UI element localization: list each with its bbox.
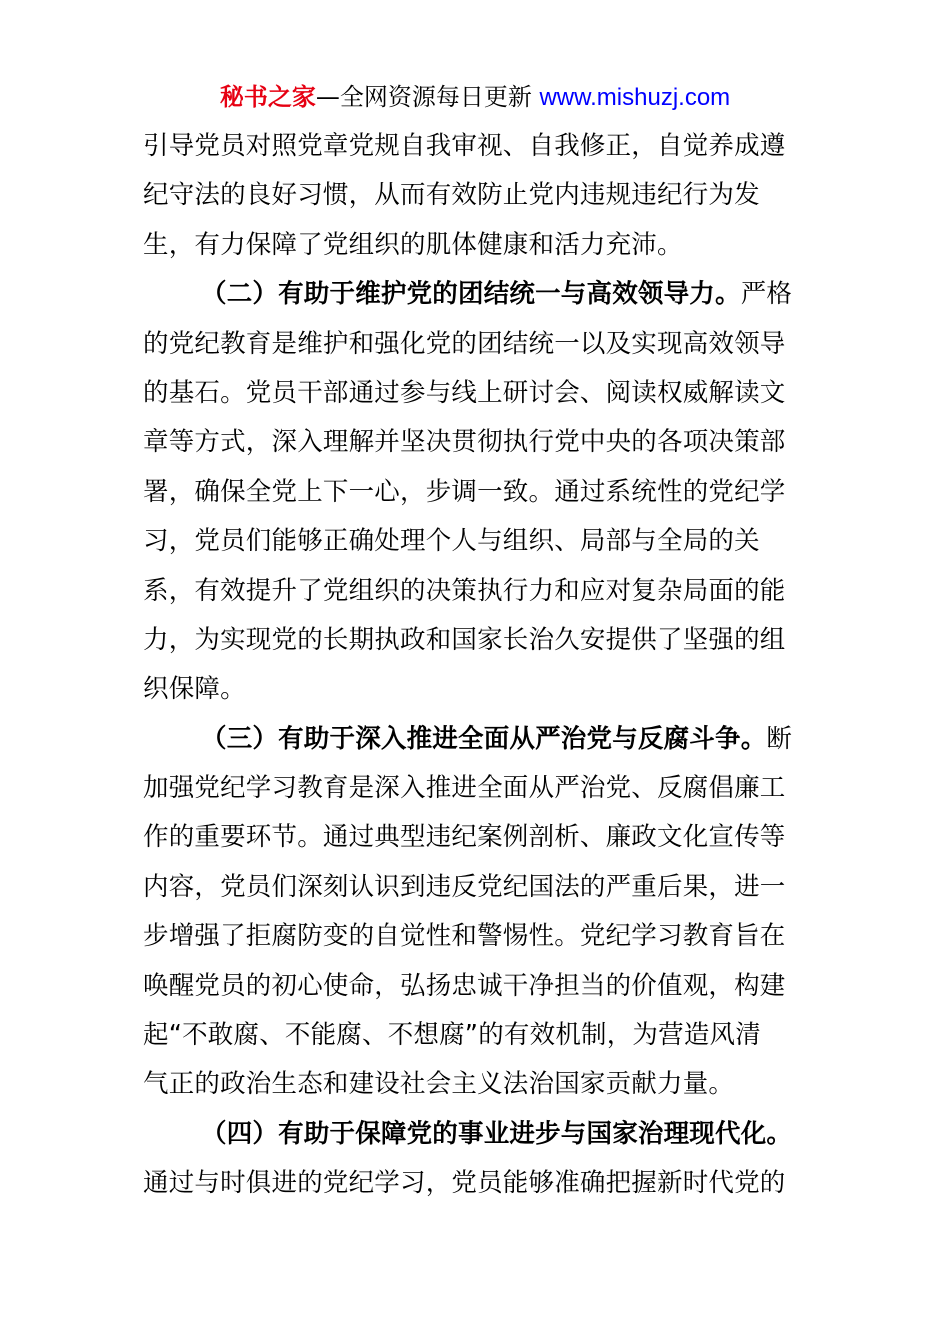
line-text: 内容，党员们深刻认识到违反党纪国法的严重后果，进一 xyxy=(143,871,786,902)
line-text: 起“不敢腐、不能腐、不想腐”的有效机制，为营造风清 xyxy=(143,1020,761,1051)
body-line xyxy=(143,517,807,566)
line-text: 织保障。 xyxy=(143,674,246,705)
section-heading-2: （二）有助于维护党的团结统一与高效领导力。 xyxy=(201,279,741,310)
line-text: 力，为实现党的长期执政和国家长治久安提供了坚强的组 xyxy=(143,624,786,655)
body-line xyxy=(143,1159,807,1208)
line-text: 引导党员对照党章党规自我审视、自我修正，自觉养成遵 xyxy=(143,131,786,161)
line-text: 唤醒党员的初心使命，弘扬忠诚干净担当的价值观，构建 xyxy=(143,970,786,1001)
section-heading-4: （四）有助于保障党的事业进步与国家治理现代化。 xyxy=(201,1118,793,1149)
body-line xyxy=(143,764,807,813)
line-text: 署，确保全党上下一心，步调一致。通过系统性的党纪学 xyxy=(143,476,786,507)
line-text: 步增强了拒腐防变的自觉性和警惕性。党纪学习教育旨在 xyxy=(143,921,786,952)
body-line xyxy=(143,567,807,616)
line-text: 气正的政治生态和建设社会主义法治国家贡献力量。 xyxy=(143,1069,735,1100)
section-heading-line xyxy=(143,715,807,764)
line-text: 生，有力保障了党组织的肌体健康和活力充沛。 xyxy=(143,229,683,260)
line-text: 习，党员们能够正确处理个人与组织、局部与全局的关 xyxy=(143,526,760,557)
body-line xyxy=(143,320,807,369)
line-text: 纪守法的良好习惯，从而有效防止党内违规违纪行为发 xyxy=(143,180,760,211)
header-brand: 秘书之家 xyxy=(219,83,316,111)
body-line xyxy=(143,369,807,418)
body-line xyxy=(143,813,807,862)
body-line xyxy=(143,1011,807,1060)
body-line xyxy=(143,171,807,220)
line-text: 系，有效提升了党组织的决策执行力和应对复杂局面的能 xyxy=(143,575,786,606)
section-heading-3: （三）有助于深入推进全面从严治党与反腐斗争。 xyxy=(201,723,767,754)
body-line xyxy=(143,1060,807,1109)
body-line xyxy=(143,418,807,467)
body-line xyxy=(143,863,807,912)
section-heading-line xyxy=(143,270,807,319)
body-line xyxy=(143,616,807,665)
line-text: 作的重要环节。通过典型违纪案例剖析、廉政文化宣传等 xyxy=(143,822,786,853)
line-text: 加强党纪学习教育是深入推进全面从严治党、反腐倡廉工 xyxy=(143,773,786,804)
body-line xyxy=(143,962,807,1011)
header-tagline: —全网资源每日更新 xyxy=(315,83,540,111)
body-line xyxy=(143,468,807,517)
line-text: 严格 xyxy=(740,279,793,310)
body-line xyxy=(143,221,807,270)
line-text: 章等方式，深入理解并坚决贯彻执行党中央的各项决策部 xyxy=(143,427,786,458)
header-website-link[interactable]: www.mishuzj.com xyxy=(539,84,731,111)
body-line xyxy=(143,122,807,171)
line-text: 断 xyxy=(766,723,793,754)
line-text: 的党纪教育是维护和强化党的团结统一以及实现高效领导 xyxy=(143,328,786,359)
section-heading-line xyxy=(143,1110,807,1159)
line-text: 通过与时俱进的党纪学习，党员能够准确把握新时代党的 xyxy=(143,1168,786,1199)
body-line xyxy=(143,912,807,961)
document-body xyxy=(143,122,807,1209)
page-header xyxy=(0,80,950,115)
line-text: 的基石。党员干部通过参与线上研讨会、阅读权威解读文 xyxy=(143,377,786,408)
body-line xyxy=(143,665,807,714)
